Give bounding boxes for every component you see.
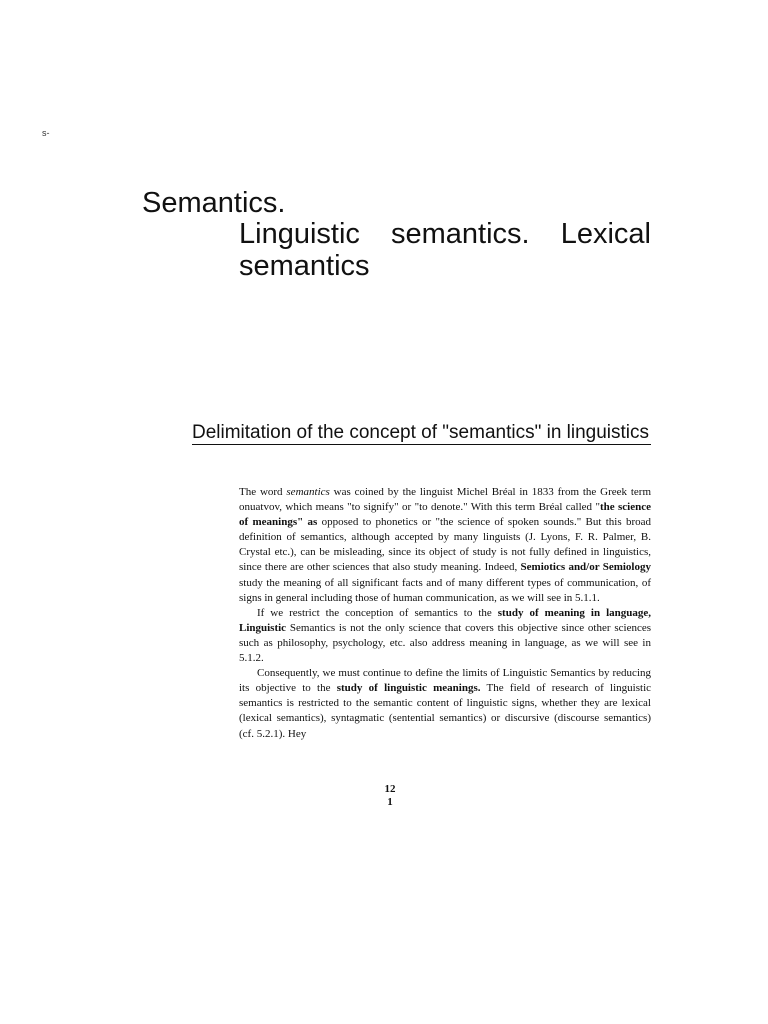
corner-mark: s- [42, 128, 50, 138]
paragraph-1: The word semantics was coined by the linguist Michel Bréal in 1833 from the Greek term onuatvov, which means "to signify" or "to denote." With this term Bréal called "the science of meanings" as opposed to phonetics or "the science of spoken sounds." But this broad definition of semantics, although accepted by many linguists (J. Lyons, F. R. Palmer, B. Crystal etc.), can be misleading, since its object of study is not fully defined in linguistics, since there are other sciences that also study meaning. Indeed, Semiotics and/or Semiology study the meaning of all significant facts and of many different types of communication, of signs in general including those of human communication, as we will see in 5.1.1. [239, 486, 652, 604]
body-text [239, 485, 651, 742]
chapter-title: Semantics. [142, 187, 286, 219]
chapter-subtitle: Linguistic semantics. Lexical semantics [239, 218, 651, 282]
section-heading: Delimitation of the concept of "semantics" in linguistics [192, 422, 650, 443]
paragraph-3: Consequently, we must continue to define the limits of Linguistic Semantics by reducing its objective to the study of linguistic meanings. The field of research of linguistic semantics is restricted to the semantic content of linguistic signs, whether they are lexical (lexical semantics), syntagmatic (sentential semantics) or discursive (discourse semantics) (cf. 5.2.1). Hey [239, 667, 652, 740]
page-number: 12 1 [384, 783, 396, 808]
paragraph-2: If we restrict the conception of semantics to the study of meaning in language, Linguistic Semantics is not the only science that covers this objective since other sciences such as philosophy, psychology, etc. also address meaning in language, as we will see in 5.1.2. [239, 606, 651, 665]
